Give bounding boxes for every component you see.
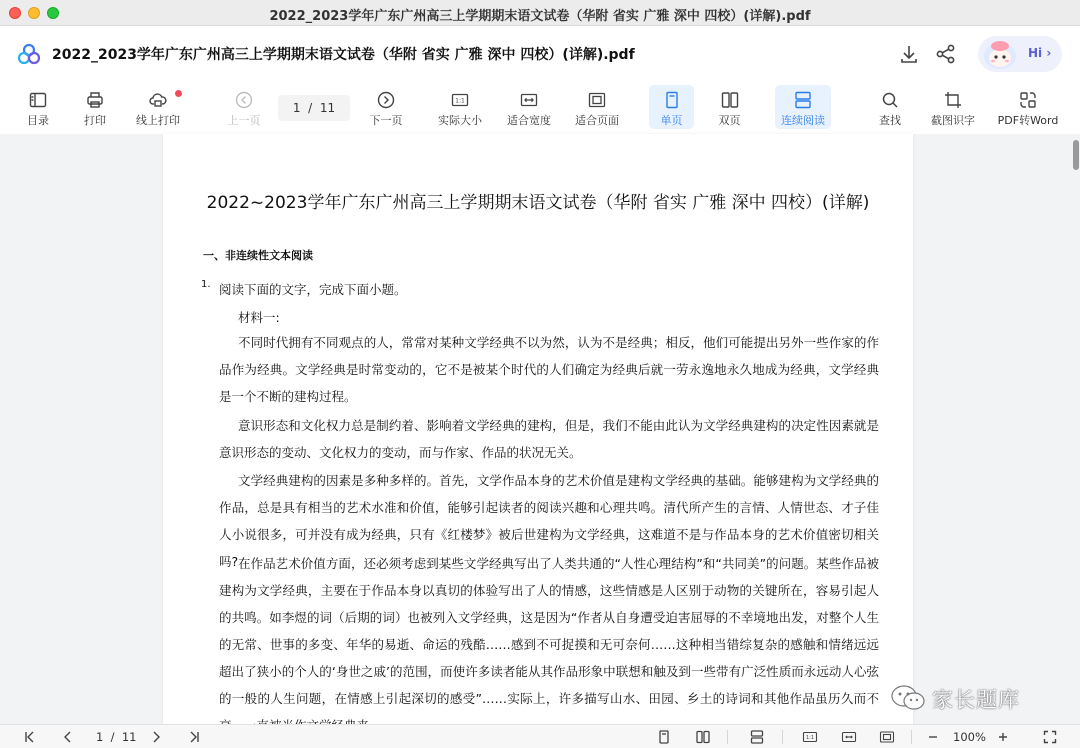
bottom-prev-button[interactable]	[60, 729, 76, 745]
prev-page-icon	[234, 90, 254, 110]
continuous-reading-button[interactable]	[775, 85, 831, 129]
window-titlebar	[0, 0, 1080, 26]
double-page-icon	[695, 729, 711, 745]
page-number-input[interactable]	[278, 95, 350, 121]
fit-width-icon	[841, 729, 857, 745]
single-page-icon	[662, 90, 682, 110]
app-logo-icon	[18, 43, 40, 65]
vertical-scrollbar-thumb[interactable]	[1073, 140, 1079, 170]
question-number: 1.	[201, 279, 211, 290]
printer-icon	[85, 90, 105, 110]
actual-size-icon	[450, 90, 470, 110]
pdf-page	[163, 134, 913, 734]
double-page-icon	[720, 90, 740, 110]
catalog-button[interactable]	[18, 85, 58, 129]
bottom-fit-page-button[interactable]	[879, 729, 895, 745]
divider	[782, 730, 783, 744]
fit-width-button[interactable]	[502, 85, 556, 129]
actual-size-button[interactable]	[434, 85, 486, 129]
share-button[interactable]	[934, 42, 958, 66]
pdf-to-word-button[interactable]	[994, 85, 1062, 129]
prev-page-label: 上一页	[227, 114, 261, 127]
next-page-icon	[376, 90, 396, 110]
continuous-icon	[749, 729, 765, 745]
plus-icon	[995, 729, 1011, 745]
bottom-bar	[0, 724, 1080, 748]
notification-dot	[175, 90, 182, 97]
actual-size-icon	[802, 729, 818, 745]
single-page-label: 单页	[660, 114, 683, 127]
single-page-icon	[656, 729, 672, 745]
paragraph: 不同时代拥有不同观点的人，常常对某种文学经典不以为然，认为不是经典；相反，他们可能提出另外一些作家的作品作为经典。文学经典是时常变动的，它不是被某个时代的人们确定为经典后就一劳永逸地永久地成为经典，文学经典是一个不断的建构过程。	[219, 335, 879, 404]
fit-page-icon	[587, 90, 607, 110]
paragraph: 意识形态和文化权力总是制约着、影响着文学经典的建构，但是，我们不能由此认为文学经典建构的决定性因素就是意识形态的变动、文化权力的变动，而与作家、作品的状况无关。	[219, 418, 879, 460]
bottom-next-button[interactable]	[148, 729, 164, 745]
prev-page-button[interactable]	[222, 85, 266, 129]
screenshot-ocr-button[interactable]	[926, 85, 980, 129]
zoom-in-button[interactable]	[995, 729, 1011, 745]
bottom-double-page-button[interactable]	[695, 729, 711, 745]
pdf-to-word-label: PDF转Word	[997, 114, 1059, 127]
fit-width-label: 适合宽度	[507, 114, 551, 127]
cloud-print-icon	[148, 90, 168, 110]
svg-text:1:1: 1:1	[805, 735, 815, 741]
chevron-left-icon	[60, 729, 76, 745]
zoom-out-button[interactable]	[925, 729, 941, 745]
bottom-page-indicator[interactable]: 1 / 11	[96, 730, 137, 744]
divider	[911, 730, 912, 744]
svg-text:1:1: 1:1	[455, 97, 465, 105]
convert-icon	[1018, 90, 1038, 110]
actual-size-label: 实际大小	[438, 114, 482, 127]
bottom-actual-size-button[interactable]	[802, 729, 818, 745]
document-header	[0, 26, 1080, 82]
bottom-continuous-button[interactable]	[749, 729, 765, 745]
online-print-label: 线上打印	[136, 114, 180, 127]
fullscreen-button[interactable]	[1042, 729, 1058, 745]
print-button[interactable]	[75, 85, 115, 129]
double-page-label: 双页	[718, 114, 741, 127]
bottom-fit-width-button[interactable]	[841, 729, 857, 745]
window-title: 2022_2023学年广东广州高三上学期期末语文试卷（华附 省实 广雅 深中 四校）(详解).pdf	[269, 9, 811, 24]
next-page-label: 下一页	[369, 114, 403, 127]
assistant-avatar-icon	[980, 38, 1020, 72]
watermark-text: 家长题库	[932, 688, 1020, 712]
fit-page-button[interactable]	[570, 85, 624, 129]
last-page-button[interactable]	[186, 729, 202, 745]
print-label: 打印	[84, 114, 106, 127]
page-title: 2022~2023学年广东广州高三上学期期末语文试卷（华附 省实 广雅 深中 四校）(详解)	[206, 193, 870, 213]
paragraph: 文学经典建构的因素是多种多样的。首先，文学作品本身的艺术价值是建构文学经典的基础。能够建构为文学经典的作品，总是具有相当的艺术水准和价值，能够引起读者的阅读兴趣和心理共鸣。清代所产生的言情、人情世态、才子佳人小说很多，可并没有成为经典，只有《红楼梦》被后世建构为文学经典，这难道不是与作品本身的艺术价值密切相关吗?	[219, 473, 879, 569]
first-page-icon	[22, 729, 38, 745]
fit-page-icon	[879, 729, 895, 745]
paragraph: 在作品艺术价值方面，还必须考虑到某些文学经典写出了人类共通的“人性心理结构”和“共同美”的问题。某些作品被建构为文学经典，主要在于作品本身以真切的体验写出了人的情感，这些情感是人区别于动物的关键所在，容易引起人的共鸣。如李煜的词（后期的词）也被列入文学经典，这是因为“作者从自身遭受迫害屈辱的不幸境地出发，对整个人生的无常、世事的多变、年华的易逝、命运的残酷……感到不可捉摸和无可奈何……这种相当错综复杂的感触和情绪远远超出了狭小的个人的‘身世之戚’的范围，而使许多读者能从其作品形象中联想和触及到一些带有广泛性质而永远动人心弦的一般的人生问题，在情感上引起深切的感受”……实际上，许多描写山水、田园、乡土的诗词和其他作品虽历久而不	[219, 556, 879, 706]
ai-assistant-button[interactable]	[978, 36, 1062, 72]
download-icon	[897, 42, 921, 66]
screenshot-ocr-label: 截图识字	[931, 114, 975, 127]
download-button[interactable]	[897, 42, 921, 66]
search-icon	[880, 90, 900, 110]
section-heading: 一、非连续性文本阅读	[203, 249, 313, 262]
minus-icon	[925, 729, 941, 745]
toolbar	[0, 82, 1080, 134]
zoom-level[interactable]: 100%	[953, 730, 986, 744]
chevron-right-icon	[148, 729, 164, 745]
continuous-icon	[793, 90, 813, 110]
catalog-icon	[28, 90, 48, 110]
page-indicator-text: 1 / 11	[292, 101, 336, 115]
next-page-button[interactable]	[364, 85, 408, 129]
document-viewer[interactable]	[0, 134, 1080, 724]
material-label: 材料一:	[238, 310, 280, 325]
share-icon	[934, 42, 958, 66]
catalog-label: 目录	[27, 114, 49, 127]
document-title: 2022_2023学年广东广州高三上学期期末语文试卷（华附 省实 广雅 深中 四校）(详解).pdf	[52, 47, 635, 63]
continuous-label: 连续阅读	[781, 114, 825, 127]
single-page-button[interactable]	[649, 85, 694, 129]
find-label: 查找	[879, 114, 901, 127]
wechat-icon	[890, 684, 926, 712]
first-page-button[interactable]	[22, 729, 38, 745]
double-page-button[interactable]	[707, 85, 752, 129]
question-intro: 阅读下面的文字，完成下面小题。	[219, 282, 407, 297]
online-print-button[interactable]	[128, 85, 188, 129]
divider	[727, 730, 728, 744]
fit-width-icon	[519, 90, 539, 110]
find-button[interactable]	[870, 85, 910, 129]
fullscreen-icon	[1042, 729, 1058, 745]
assistant-label: Hi ›	[1028, 46, 1052, 60]
fit-page-label: 适合页面	[575, 114, 619, 127]
last-page-icon	[186, 729, 202, 745]
bottom-single-page-button[interactable]	[656, 729, 672, 745]
crop-icon	[943, 90, 963, 110]
